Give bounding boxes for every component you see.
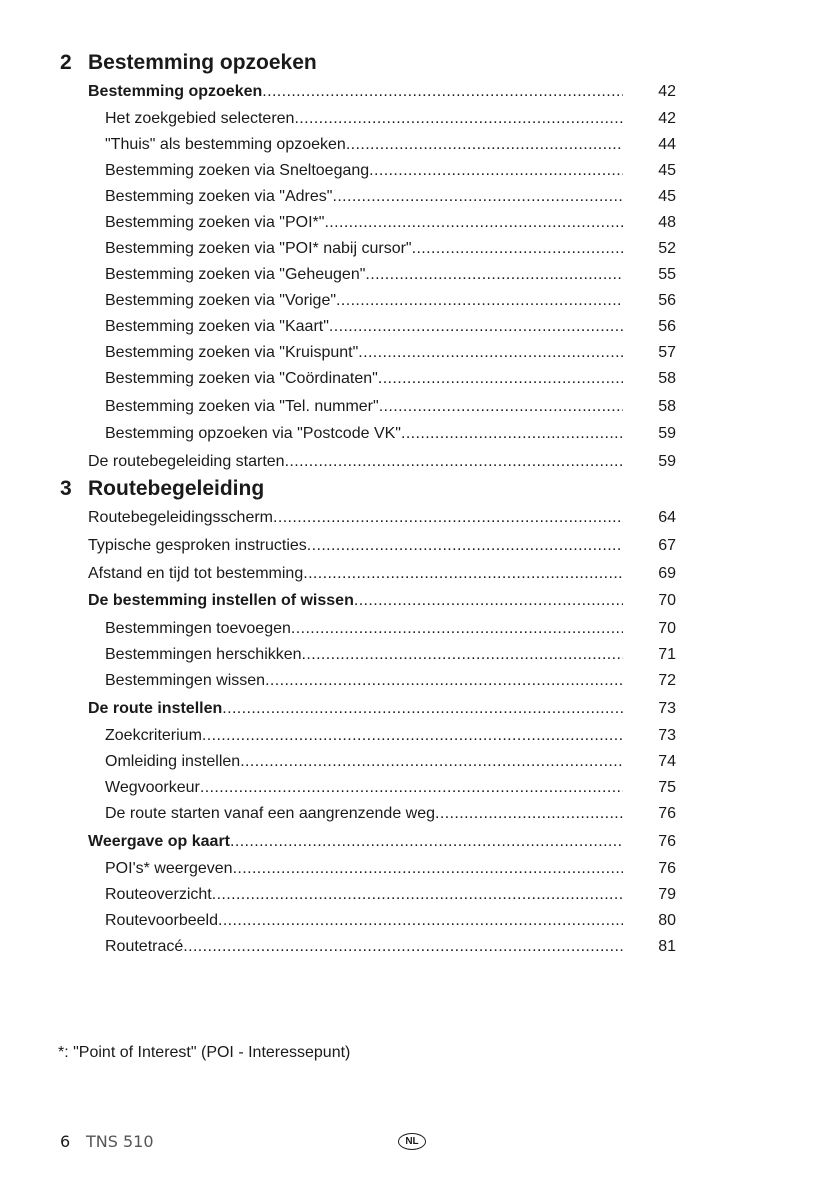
toc-entry-page: 74 bbox=[658, 753, 676, 770]
dot-leader bbox=[354, 591, 623, 611]
dot-leader bbox=[273, 508, 623, 528]
toc-entry-label: Wegvoorkeur bbox=[105, 779, 200, 796]
toc-entry-page: 72 bbox=[658, 672, 676, 689]
toc-entry[interactable] bbox=[88, 452, 676, 472]
toc-entry-label: Routebegeleidingsscherm bbox=[88, 509, 273, 526]
dot-leader bbox=[369, 161, 623, 181]
toc-entry[interactable] bbox=[88, 591, 676, 611]
dot-leader bbox=[379, 397, 623, 417]
toc-entry-label: Routevoorbeeld bbox=[105, 912, 218, 929]
toc-entry-label: Het zoekgebied selecteren bbox=[105, 110, 295, 127]
toc-entry-label: Bestemming zoeken via "Adres" bbox=[105, 188, 333, 205]
dot-leader bbox=[435, 804, 623, 824]
dot-leader bbox=[291, 619, 623, 639]
dot-leader bbox=[365, 265, 623, 285]
toc-entry-page: 48 bbox=[658, 214, 676, 231]
dot-leader bbox=[222, 699, 623, 719]
toc-entry[interactable] bbox=[105, 369, 676, 389]
toc-entry-page: 76 bbox=[658, 805, 676, 822]
toc-entry[interactable] bbox=[105, 752, 676, 772]
toc-entry-label: Typische gesproken instructies bbox=[88, 537, 307, 554]
toc-entry-label: De bestemming instellen of wissen bbox=[88, 592, 354, 609]
toc-entry-label: Bestemmingen herschikken bbox=[105, 646, 302, 663]
page-number: 6 bbox=[60, 1132, 71, 1151]
toc-entry-label: Routeoverzicht bbox=[105, 886, 212, 903]
dot-leader bbox=[307, 536, 623, 556]
toc-entry-label: Bestemming zoeken via "POI*" bbox=[105, 214, 325, 231]
toc-entry[interactable] bbox=[88, 699, 676, 719]
toc-entry[interactable] bbox=[105, 265, 676, 285]
toc-entry-label: Bestemming opzoeken via "Postcode VK" bbox=[105, 425, 401, 442]
toc-entry-page: 64 bbox=[658, 509, 676, 526]
toc-entry-page: 67 bbox=[658, 537, 676, 554]
dot-leader bbox=[212, 885, 623, 905]
dot-leader bbox=[200, 778, 623, 798]
toc-entry[interactable] bbox=[105, 161, 676, 181]
toc-entry-page: 45 bbox=[658, 188, 676, 205]
toc-entry[interactable] bbox=[105, 187, 676, 207]
toc-entry-label: Routetracé bbox=[105, 938, 184, 955]
toc-entry-page: 59 bbox=[658, 425, 676, 442]
toc-entry-page: 76 bbox=[658, 833, 676, 850]
toc-entry-label: POI's* weergeven bbox=[105, 860, 233, 877]
toc-entry-label: De routebegeleiding starten bbox=[88, 453, 285, 470]
toc-entry[interactable] bbox=[105, 317, 676, 337]
toc-entry[interactable] bbox=[105, 343, 676, 363]
model-name: TNS 510 bbox=[86, 1132, 154, 1151]
toc-entry[interactable] bbox=[105, 213, 676, 233]
language-badge: NL bbox=[398, 1133, 426, 1150]
section-number: 2 bbox=[60, 51, 72, 74]
toc-entry-page: 81 bbox=[658, 938, 676, 955]
section-title: Bestemming opzoeken bbox=[88, 51, 317, 74]
toc-entry-page: 56 bbox=[658, 318, 676, 335]
toc-entry-label: Bestemming zoeken via "POI* nabij cursor" bbox=[105, 240, 412, 257]
dot-leader bbox=[324, 213, 623, 233]
toc-entry-page: 45 bbox=[658, 162, 676, 179]
toc-entry[interactable] bbox=[105, 726, 676, 746]
toc-entry[interactable] bbox=[105, 937, 676, 957]
toc-entry-label: Bestemming opzoeken bbox=[88, 83, 263, 100]
toc-entry-page: 79 bbox=[658, 886, 676, 903]
dot-leader bbox=[233, 859, 623, 879]
dot-leader bbox=[378, 369, 623, 389]
toc-entry-label: Weergave op kaart bbox=[88, 833, 230, 850]
toc-entry-page: 75 bbox=[658, 779, 676, 796]
dot-leader bbox=[202, 726, 623, 746]
toc-entry-label: Bestemming zoeken via "Vorige" bbox=[105, 292, 337, 309]
toc-entry-label: De route starten vanaf een aangrenzende weg bbox=[105, 805, 436, 822]
toc-entry[interactable] bbox=[105, 397, 676, 417]
dot-leader bbox=[303, 564, 623, 584]
dot-leader bbox=[412, 239, 623, 259]
toc-entry-page: 55 bbox=[658, 266, 676, 283]
dot-leader bbox=[183, 937, 623, 957]
toc-entry[interactable] bbox=[88, 564, 676, 584]
toc-entry-page: 70 bbox=[658, 592, 676, 609]
section-title: Routebegeleiding bbox=[88, 477, 265, 500]
toc-entry[interactable] bbox=[105, 645, 676, 665]
toc-entry-label: Bestemming zoeken via Sneltoegang bbox=[105, 162, 370, 179]
dot-leader bbox=[265, 671, 623, 691]
toc-entry[interactable] bbox=[88, 508, 676, 528]
section-heading bbox=[60, 477, 264, 501]
toc-entry[interactable] bbox=[105, 291, 676, 311]
dot-leader bbox=[332, 187, 623, 207]
section-number: 3 bbox=[60, 477, 72, 500]
toc-entry-page: 70 bbox=[658, 620, 676, 637]
dot-leader bbox=[285, 452, 623, 472]
toc-entry[interactable] bbox=[88, 536, 676, 556]
toc-entry[interactable] bbox=[105, 239, 676, 259]
toc-entry-label: Omleiding instellen bbox=[105, 753, 241, 770]
toc-entry-page: 80 bbox=[658, 912, 676, 929]
dot-leader bbox=[218, 911, 623, 931]
toc-entry[interactable] bbox=[88, 82, 676, 102]
footnote: *: "Point of Interest" (POI - Interessepunt) bbox=[58, 1044, 351, 1061]
toc-entry-page: 73 bbox=[658, 727, 676, 744]
toc-entry-label: Afstand en tijd tot bestemming bbox=[88, 565, 304, 582]
toc-entry-page: 44 bbox=[658, 136, 676, 153]
toc-entry-page: 52 bbox=[658, 240, 676, 257]
dot-leader bbox=[294, 109, 623, 129]
dot-leader bbox=[240, 752, 623, 772]
toc-entry[interactable] bbox=[88, 832, 676, 852]
toc-entry-page: 42 bbox=[658, 83, 676, 100]
dot-leader bbox=[358, 343, 623, 363]
toc-entry[interactable] bbox=[105, 109, 676, 129]
toc-entry-page: 57 bbox=[658, 344, 676, 361]
toc-entry[interactable] bbox=[105, 671, 676, 691]
toc-entry-page: 42 bbox=[658, 110, 676, 127]
toc-entry-label: Bestemming zoeken via "Tel. nummer" bbox=[105, 398, 379, 415]
toc-entry-page: 58 bbox=[658, 398, 676, 415]
toc-entry[interactable] bbox=[105, 424, 676, 444]
toc-entry-label: Bestemming zoeken via "Geheugen" bbox=[105, 266, 366, 283]
toc-entry[interactable] bbox=[105, 135, 676, 155]
toc-entry[interactable] bbox=[105, 804, 676, 824]
toc-entry-label: Bestemmingen toevoegen bbox=[105, 620, 291, 637]
toc-entry-page: 69 bbox=[658, 565, 676, 582]
toc-entry-label: Bestemmingen wissen bbox=[105, 672, 266, 689]
toc-entry[interactable] bbox=[105, 885, 676, 905]
toc-entry-page: 59 bbox=[658, 453, 676, 470]
toc-entry[interactable] bbox=[105, 778, 676, 798]
toc-entry[interactable] bbox=[105, 859, 676, 879]
dot-leader bbox=[346, 135, 623, 155]
toc-entry-page: 56 bbox=[658, 292, 676, 309]
toc-entry[interactable] bbox=[105, 619, 676, 639]
section-heading bbox=[60, 51, 317, 75]
dot-leader bbox=[329, 317, 623, 337]
dot-leader bbox=[262, 82, 623, 102]
dot-leader bbox=[401, 424, 623, 444]
dot-leader bbox=[302, 645, 623, 665]
dot-leader bbox=[336, 291, 623, 311]
toc-entry-label: Bestemming zoeken via "Coördinaten" bbox=[105, 370, 378, 387]
toc-entry-page: 76 bbox=[658, 860, 676, 877]
dot-leader bbox=[230, 832, 623, 852]
toc-entry-label: "Thuis" als bestemming opzoeken bbox=[105, 136, 346, 153]
toc-entry[interactable] bbox=[105, 911, 676, 931]
toc-entry-page: 71 bbox=[658, 646, 676, 663]
toc-entry-page: 73 bbox=[658, 700, 676, 717]
toc-entry-label: Bestemming zoeken via "Kaart" bbox=[105, 318, 329, 335]
toc-entry-label: De route instellen bbox=[88, 700, 223, 717]
toc-entry-page: 58 bbox=[658, 370, 676, 387]
toc-entry-label: Zoekcriterium bbox=[105, 727, 202, 744]
toc-entry-label: Bestemming zoeken via "Kruispunt" bbox=[105, 344, 359, 361]
